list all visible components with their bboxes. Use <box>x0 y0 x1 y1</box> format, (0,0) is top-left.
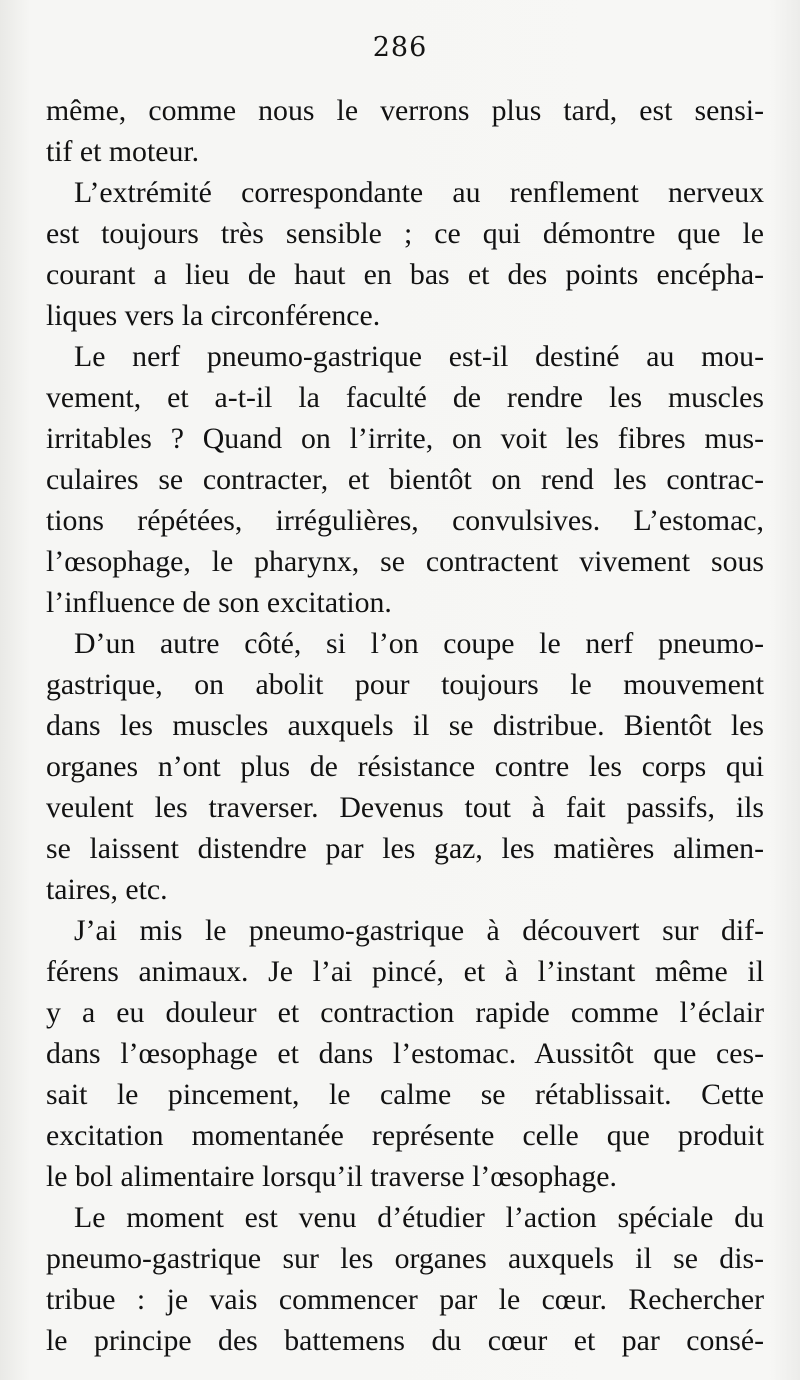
page-number: 286 <box>372 32 428 63</box>
text-line: excitation momentanée représente celle que produit <box>46 1119 764 1152</box>
text-line: vement, et a-t-il la faculté de rendre les muscles <box>46 381 764 414</box>
text-line: tions répétées, irrégulières, convulsives. L’estomac, <box>46 504 764 537</box>
text-line: dans les muscles auxquels il se distribue. Bientôt les <box>46 709 764 742</box>
text-line: L’extrémité correspondante au renflement nerveux <box>74 176 764 209</box>
text-line: courant a lieu de haut en bas et des points encépha- <box>46 258 764 291</box>
text-line: y a eu douleur et contraction rapide comme l’éclair <box>46 996 764 1029</box>
text-line: Le moment est venu d’étudier l’action spéciale du <box>74 1201 764 1234</box>
text-line: tribue : je vais commencer par le cœur. Rechercher <box>46 1283 764 1316</box>
text-line: tif et moteur. <box>46 135 200 168</box>
text-line: dans l’œsophage et dans l’estomac. Aussitôt que ces- <box>46 1037 764 1070</box>
text-line: est toujours très sensible ; ce qui démontre que le <box>46 217 764 250</box>
text-line: J’ai mis le pneumo-gastrique à découvert sur dif- <box>74 914 764 947</box>
text-line: taires, etc. <box>46 873 168 906</box>
text-line: le bol alimentaire lorsqu’il traverse l’œsophage. <box>46 1160 617 1193</box>
text-line: férens animaux. Je l’ai pincé, et à l’instant même il <box>46 955 764 988</box>
body-text <box>46 90 764 1361</box>
text-line: D’un autre côté, si l’on coupe le nerf pneumo- <box>74 627 764 660</box>
text-line: même, comme nous le verrons plus tard, est sensi- <box>46 94 764 127</box>
text-line: l’influence de son excitation. <box>46 586 392 619</box>
text-line: gastrique, on abolit pour toujours le mouvement <box>46 668 764 701</box>
text-line: organes n’ont plus de résistance contre les corps qui <box>46 750 764 783</box>
text-line: l’œsophage, le pharynx, se contractent vivement sous <box>46 545 764 578</box>
text-line: culaires se contracter, et bientôt on rend les contrac- <box>46 463 764 496</box>
text-line: irritables ? Quand on l’irrite, on voit les fibres mus- <box>46 422 764 455</box>
text-line: Le nerf pneumo-gastrique est-il destiné au mou- <box>74 340 764 373</box>
text-line: le principe des battemens du cœur et par consé- <box>46 1324 764 1357</box>
text-line: veulent les traverser. Devenus tout à fait passifs, ils <box>46 791 764 824</box>
text-line: pneumo-gastrique sur les organes auxquels il se dis- <box>46 1242 764 1275</box>
text-line: se laissent distendre par les gaz, les matières alimen- <box>46 832 764 865</box>
text-line: liques vers la circonférence. <box>46 299 381 332</box>
text-line: sait le pincement, le calme se rétablissait. Cette <box>46 1078 764 1111</box>
